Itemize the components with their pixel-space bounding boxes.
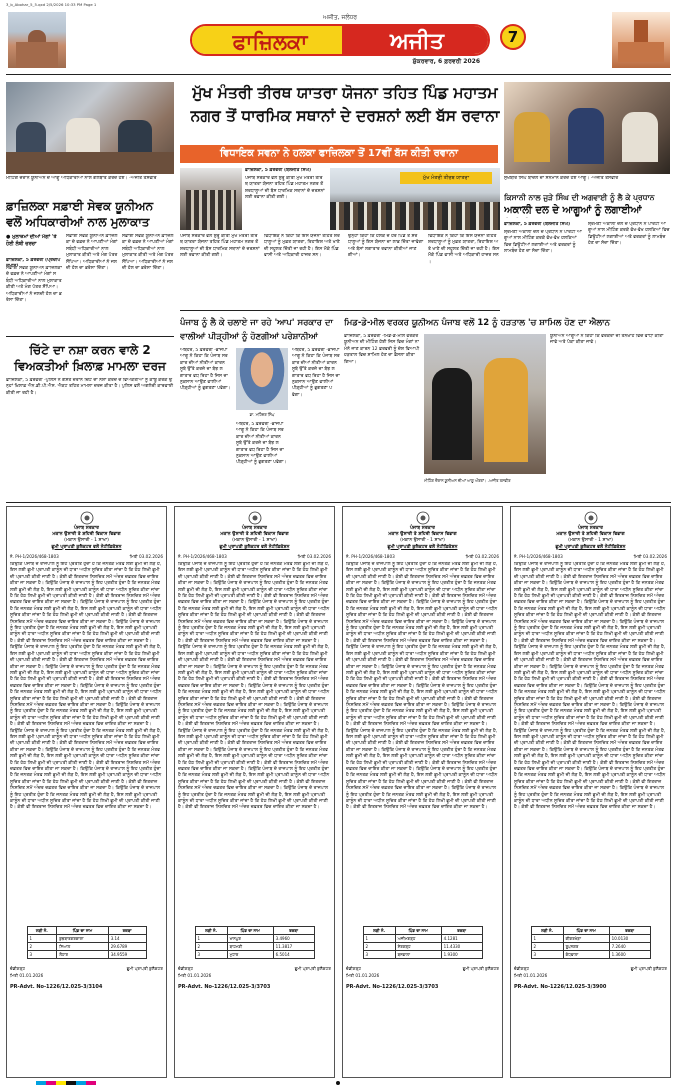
- table-cell: 3: [363, 951, 395, 959]
- table-cell: 3.4960: [273, 935, 314, 943]
- notice-header-1: ਪੰਜਾਬ ਸਰਕਾਰ: [242, 526, 267, 531]
- notice-body: ਕਿਉਂਕਿ ਪੰਜਾਬ ਦੇ ਰਾਜਪਾਲ ਨੂੰ ਇਹ ਪ੍ਰਤੀਤ ਹੁੰਦਾ ਹੈ ਕਿ ਜਨਤਕ ਮੰਤਵ ਲਈ ਭੂਮੀ ਦੀ ਲੋੜ ਹੈ, ਇਸ ਲਈ ਭੂਮੀ ਪ੍ਰਾਪਤੀ ਕਾਨੂੰਨ ਦੀ ਧਾਰਾ ਅਧੀਨ ਸੂਚਿਤ ਕੀਤਾ ਜਾਂਦਾ ਹੈ ਕਿ ਹੇਠ ਲਿਖੀ ਭੂਮੀ ਦੀ ਪ੍ਰਾਪਤੀ ਕੀਤੀ ਜਾਣੀ ਹੈ। ਕੋਈ ਵੀ ਇਤਰਾਜ਼ ਨਿਸ਼ਚਿਤ ਸਮੇਂ ਅੰਦਰ ਦਫ਼ਤਰ ਵਿਚ ਦਾਇਰ ਕੀਤਾ ਜਾ ਸਕਦਾ ਹੈ। ਕਿਉਂਕਿ ਪੰਜਾਬ ਦੇ ਰਾਜਪਾਲ ਨੂੰ ਇਹ ਪ੍ਰਤੀਤ ਹੁੰਦਾ ਹੈ ਕਿ ਜਨਤਕ ਮੰਤਵ ਲਈ ਭੂਮੀ ਦੀ ਲੋੜ ਹੈ, ਇਸ ਲਈ ਭੂਮੀ ਪ੍ਰਾਪਤੀ ਕਾਨੂੰਨ ਦੀ ਧਾਰਾ ਅਧੀਨ ਸੂਚਿਤ ਕੀਤਾ ਜਾਂਦਾ ਹੈ ਕਿ ਹੇਠ ਲਿਖੀ ਭੂਮੀ ਦੀ ਪ੍ਰਾਪਤੀ ਕੀਤੀ ਜਾਣੀ ਹੈ। ਕੋਈ ਵੀ ਇਤਰਾਜ਼ ਨਿਸ਼ਚਿਤ ਸਮੇਂ ਅੰਦਰ ਦਫ਼ਤਰ ਵਿਚ ਦਾਇਰ ਕੀਤਾ ਜਾ ਸਕਦਾ ਹੈ। ਕਿਉਂਕਿ ਪੰਜਾਬ ਦੇ ਰਾਜਪਾਲ ਨੂੰ ਇਹ ਪ੍ਰਤੀਤ ਹੁੰਦਾ ਹੈ ਕਿ ਜਨਤਕ ਮੰਤਵ ਲਈ ਭੂਮੀ ਦੀ ਲੋੜ ਹੈ, ਇਸ ਲਈ ਭੂਮੀ ਪ੍ਰਾਪਤੀ ਕਾਨੂੰਨ ਦੀ ਧਾਰਾ ਅਧੀਨ ਸੂਚਿਤ ਕੀਤਾ ਜਾਂਦਾ ਹੈ ਕਿ ਹੇਠ ਲਿਖੀ ਭੂਮੀ ਦੀ ਪ੍ਰਾਪਤੀ ਕੀਤੀ ਜਾਣੀ ਹੈ। ਕੋਈ ਵੀ ਇਤਰਾਜ਼ ਨਿਸ਼ਚਿਤ ਸਮੇਂ ਅੰਦਰ ਦਫ਼ਤਰ ਵਿਚ ਦਾਇਰ ਕੀਤਾ ਜਾ ਸਕਦਾ ਹੈ। ਕਿਉਂਕਿ ਪੰਜਾਬ ਦੇ ਰਾਜਪਾਲ ਨੂੰ ਇਹ ਪ੍ਰਤੀਤ ਹੁੰਦਾ ਹੈ ਕਿ ਜਨਤਕ ਮੰਤਵ ਲਈ ਭੂਮੀ ਦੀ ਲੋੜ ਹੈ, ਇਸ ਲਈ ਭੂਮੀ ਪ੍ਰਾਪਤੀ ਕਾਨੂੰਨ ਦੀ ਧਾਰਾ ਅਧੀਨ ਸੂਚਿਤ ਕੀਤਾ ਜਾਂਦਾ ਹੈ ਕਿ ਹੇਠ ਲਿਖੀ ਭੂਮੀ ਦੀ ਪ੍ਰਾਪਤੀ ਕੀਤੀ ਜਾਣੀ ਹੈ। ਕੋਈ ਵੀ ਇਤਰਾਜ਼ ਨਿਸ਼ਚਿਤ ਸਮੇਂ ਅੰਦਰ ਦਫ਼ਤਰ ਵਿਚ ਦਾਇਰ ਕੀਤਾ ਜਾ ਸਕਦਾ ਹੈ। ਕਿਉਂਕਿ ਪੰਜਾਬ ਦੇ ਰਾਜਪਾਲ ਨੂੰ ਇਹ ਪ੍ਰਤੀਤ ਹੁੰਦਾ ਹੈ ਕਿ ਜਨਤਕ ਮੰਤਵ ਲਈ ਭੂਮੀ ਦੀ ਲੋੜ ਹੈ, ਇਸ ਲਈ ਭੂਮੀ ਪ੍ਰਾਪਤੀ ਕਾਨੂੰਨ ਦੀ ਧਾਰਾ ਅਧੀਨ ਸੂਚਿਤ ਕੀਤਾ ਜਾਂਦਾ ਹੈ ਕਿ ਹੇਠ ਲਿਖੀ ਭੂਮੀ ਦੀ ਪ੍ਰਾਪਤੀ ਕੀਤੀ ਜਾਣੀ ਹੈ। ਕੋਈ ਵੀ ਇਤਰਾਜ਼ ਨਿਸ਼ਚਿਤ ਸਮੇਂ ਅੰਦਰ ਦਫ਼ਤਰ ਵਿਚ ਦਾਇਰ ਕੀਤਾ ਜਾ ਸਕਦਾ ਹੈ। ਕਿਉਂਕਿ ਪੰਜਾਬ ਦੇ ਰਾਜਪਾਲ ਨੂੰ ਇਹ ਪ੍ਰਤੀਤ ਹੁੰਦਾ ਹੈ ਕਿ ਜਨਤਕ ਮੰਤਵ ਲਈ ਭੂਮੀ ਦੀ ਲੋੜ ਹੈ, ਇਸ ਲਈ ਭੂਮੀ ਪ੍ਰਾਪਤੀ ਕਾਨੂੰਨ ਦੀ ਧਾਰਾ ਅਧੀਨ ਸੂਚਿਤ ਕੀਤਾ ਜਾਂਦਾ ਹੈ ਕਿ ਹੇਠ ਲਿਖੀ ਭੂਮੀ ਦੀ ਪ੍ਰਾਪਤੀ ਕੀਤੀ ਜਾਣੀ ਹੈ। ਕੋਈ ਵੀ ਇਤਰਾਜ਼ ਨਿਸ਼ਚਿਤ ਸਮੇਂ ਅੰਦਰ ਦਫ਼ਤਰ ਵਿਚ ਦਾਇਰ ਕੀਤਾ ਜਾ ਸਕਦਾ ਹੈ। ਕਿਉਂਕਿ ਪੰਜਾਬ ਦੇ ਰਾਜਪਾਲ ਨੂੰ ਇਹ ਪ੍ਰਤੀਤ ਹੁੰਦਾ ਹੈ ਕਿ ਜਨਤਕ ਮੰਤਵ ਲਈ ਭੂਮੀ ਦੀ ਲੋੜ ਹੈ, ਇਸ ਲਈ ਭੂਮੀ ਪ੍ਰਾਪਤੀ ਕਾਨੂੰਨ ਦੀ ਧਾਰਾ ਅਧੀਨ ਸੂਚਿਤ ਕੀਤਾ ਜਾਂਦਾ ਹੈ ਕਿ ਹੇਠ ਲਿਖੀ ਭੂਮੀ ਦੀ ਪ੍ਰਾਪਤੀ ਕੀਤੀ ਜਾਣੀ ਹੈ। ਕੋਈ ਵੀ ਇਤਰਾਜ਼ ਨਿਸ਼ਚਿਤ ਸਮੇਂ ਅੰਦਰ ਦਫ਼ਤਰ ਵਿਚ ਦਾਇਰ ਕੀਤਾ ਜਾ ਸਕਦਾ ਹੈ। ਕਿਉਂਕਿ ਪੰਜਾਬ ਦੇ ਰਾਜਪਾਲ ਨੂੰ ਇਹ ਪ੍ਰਤੀਤ ਹੁੰਦਾ ਹੈ ਕਿ ਜਨਤਕ ਮੰਤਵ ਲਈ ਭੂਮੀ ਦੀ ਲੋੜ ਹੈ, ਇਸ ਲਈ ਭੂਮੀ ਪ੍ਰਾਪਤੀ ਕਾਨੂੰਨ ਦੀ ਧਾਰਾ ਅਧੀਨ ਸੂਚਿਤ ਕੀਤਾ ਜਾਂਦਾ ਹੈ ਕਿ ਹੇਠ ਲਿਖੀ ਭੂਮੀ ਦੀ ਪ੍ਰਾਪਤੀ ਕੀਤੀ ਜਾਣੀ ਹੈ। ਕੋਈ ਵੀ ਇਤਰਾਜ਼ ਨਿਸ਼ਚਿਤ ਸਮੇਂ ਅੰਦਰ ਦਫ਼ਤਰ ਵਿਚ ਦਾਇਰ ਕੀਤਾ ਜਾ ਸਕਦਾ ਹੈ। ਕਿਉਂਕਿ ਪੰਜਾਬ ਦੇ ਰਾਜਪਾਲ ਨੂੰ ਇਹ ਪ੍ਰਤੀਤ ਹੁੰਦਾ ਹੈ ਕਿ ਜਨਤਕ ਮੰਤਵ ਲਈ ਭੂਮੀ ਦੀ ਲੋੜ ਹੈ, ਇਸ ਲਈ ਭੂਮੀ ਪ੍ਰਾਪਤੀ ਕਾਨੂੰਨ ਦੀ ਧਾਰਾ ਅਧੀਨ ਸੂਚਿਤ ਕੀਤਾ ਜਾਂਦਾ ਹੈ ਕਿ ਹੇਠ ਲਿਖੀ ਭੂਮੀ ਦੀ ਪ੍ਰਾਪਤੀ ਕੀਤੀ ਜਾਣੀ ਹੈ। ਕੋਈ ਵੀ ਇਤਰਾਜ਼ ਨਿਸ਼ਚਿਤ ਸਮੇਂ ਅੰਦਰ ਦਫ਼ਤਰ ਵਿਚ ਦਾਇਰ ਕੀਤਾ ਜਾ ਸਕਦਾ ਹੈ। ਕਿਉਂਕਿ ਪੰਜਾਬ ਦੇ ਰਾਜਪਾਲ ਨੂੰ ਇਹ ਪ੍ਰਤੀਤ ਹੁੰਦਾ ਹੈ ਕਿ ਜਨਤਕ ਮੰਤਵ ਲਈ ਭੂਮੀ ਦੀ ਲੋੜ ਹੈ, ਇਸ ਲਈ ਭੂਮੀ ਪ੍ਰਾਪਤੀ ਕਾਨੂੰਨ ਦੀ ਧਾਰਾ ਅਧੀਨ ਸੂਚਿਤ ਕੀਤਾ ਜਾਂਦਾ ਹੈ ਕਿ ਹੇਠ ਲਿਖੀ ਭੂਮੀ ਦੀ ਪ੍ਰਾਪਤੀ ਕੀਤੀ ਜਾਣੀ ਹੈ। ਕੋਈ ਵੀ ਇਤਰਾਜ਼ ਨਿਸ਼ਚਿਤ ਸਮੇਂ ਅੰਦਰ ਦਫ਼ਤਰ ਵਿਚ ਦਾਇਰ ਕੀਤਾ ਜਾ ਸਕਦਾ ਹੈ। ਕਿਉਂਕਿ ਪੰਜਾਬ ਦੇ ਰਾਜਪਾਲ ਨੂੰ ਇਹ ਪ੍ਰਤੀਤ ਹੁੰਦਾ ਹੈ ਕਿ ਜਨਤਕ ਮੰਤਵ ਲਈ ਭੂਮੀ ਦੀ ਲੋੜ ਹੈ, ਇਸ ਲਈ ਭੂਮੀ ਪ੍ਰਾਪਤੀ ਕਾਨੂੰਨ ਦੀ ਧਾਰਾ ਅਧੀਨ ਸੂਚਿਤ ਕੀਤਾ ਜਾਂਦਾ ਹੈ ਕਿ ਹੇਠ ਲਿਖੀ ਭੂਮੀ ਦੀ ਪ੍ਰਾਪਤੀ ਕੀਤੀ ਜਾਣੀ ਹੈ। ਕੋਈ ਵੀ ਇਤਰਾਜ਼ ਨਿਸ਼ਚਿਤ ਸਮੇਂ ਅੰਦਰ ਦਫ਼ਤਰ ਵਿਚ ਦਾਇਰ ਕੀਤਾ ਜਾ ਸਕਦਾ ਹੈ। ਕਿਉਂਕਿ ਪੰਜਾਬ ਦੇ ਰਾਜਪਾਲ ਨੂੰ ਇਹ ਪ੍ਰਤੀਤ ਹੁੰਦਾ ਹੈ ਕਿ ਜਨਤਕ ਮੰਤਵ ਲਈ ਭੂਮੀ ਦੀ ਲੋੜ ਹੈ, ਇਸ ਲਈ ਭੂਮੀ ਪ੍ਰਾਪਤੀ ਕਾਨੂੰਨ ਦੀ ਧਾਰਾ ਅਧੀਨ ਸੂਚਿਤ ਕੀਤਾ ਜਾਂਦਾ ਹੈ ਕਿ ਹੇਠ ਲਿਖੀ ਭੂਮੀ ਦੀ ਪ੍ਰਾਪਤੀ ਕੀਤੀ ਜਾਣੀ ਹੈ। ਕੋਈ ਵੀ ਇਤਰਾਜ਼ ਨਿਸ਼ਚਿਤ ਸਮੇਂ ਅੰਦਰ ਦਫ਼ਤਰ ਵਿਚ ਦਾਇਰ ਕੀਤਾ ਜਾ ਸਕਦਾ ਹੈ।: [10, 562, 162, 811]
- bullet-icon: ●: [6, 234, 13, 240]
- notice-sign-date: ਮਿਤੀ 01.01.2026: [178, 973, 212, 978]
- notice-sign-place: ਚੰਡੀਗੜ੍ਹ: [10, 966, 26, 971]
- table-cell: 3: [27, 951, 57, 959]
- akali-body-col2: ਸ਼੍ਰੋਮਣੀ ਅਕਾਲੀ ਦਲ ਦੇ ਪ੍ਰਧਾਨ ਨੇ ਪਾਰਟੀ ਆਗੂਆਂ ਨਾਲ ਮੀਟਿੰਗ ਕਰਕੇ ਵੱਖ-ਵੱਖ ਹਲਕਿਆਂ ਵਿਚ ਡਿਊਟੀਆਂ ਲਗਾਈਆਂ ਅਤੇ ਵਰਕਰਾਂ ਨੂੰ ਲਾਮਬੰਦ ਹੋਣ ਦਾ ਸੱਦਾ ਦਿੱਤਾ।: [588, 222, 670, 247]
- table-cell: 3: [195, 951, 227, 959]
- union-headline-line1: ਫ਼ਾਜ਼ਿਲਕਾ ਸਫ਼ਾਈ ਸੇਵਕ ਯੂਨੀਅਨ: [6, 199, 154, 213]
- notice-advt-number: PR-Advt. No-1226/12.025-3/3900: [514, 984, 607, 990]
- masthead-rule: [6, 74, 671, 75]
- notice-table-header: ਪਿੰਡ ਦਾ ਨਾਮ: [57, 927, 108, 935]
- masthead-banner: [190, 14, 490, 66]
- drugs-body: ਫ਼ਾਜ਼ਿਲਕਾ, 5 ਫ਼ਰਵਰੀ -ਪੁਲਿਸ ਨੇ ਗਸ਼ਤ ਦੌਰਾਨ ਚਿੱਟੇ ਦਾ ਨਸ਼ਾ ਕਰਦੇ ਦੋ ਵਿਅਕਤੀਆਂ ਨੂੰ ਕਾਬੂ ਕਰਕੇ ਉਨ੍ਹਾਂ ਖ਼ਿਲਾਫ਼ ਐਨ.ਡੀ.ਪੀ.ਐਸ. ਐਕਟ ਤਹਿਤ ਮਾਮਲਾ ਦਰਜ ਕੀਤਾ ਹੈ। ਪੁਲਿਸ ਵਲੋਂ ਅਗਲੇਰੀ ਕਾਰਵਾਈ ਕੀਤੀ ਜਾ ਰਹੀ ਹੈ।: [6, 378, 174, 396]
- table-cell: ਮੁਹਾਰ: [227, 951, 273, 959]
- table-row: [531, 943, 650, 951]
- table-cell: 1: [363, 935, 395, 943]
- notice-table-header: ਲੜੀ ਨੰ.: [195, 927, 227, 935]
- lead-bus-photo: [330, 168, 500, 230]
- notice-emblem: [346, 510, 499, 526]
- notice-sign-date: ਮਿਤੀ 01.01.2026: [10, 973, 44, 978]
- table-cell: 34.9559: [108, 951, 146, 959]
- table-row: [195, 935, 314, 943]
- notice-table-header: ਰਕਬਾ: [441, 927, 482, 935]
- notice-sign-date: ਮਿਤੀ 01.01.2026: [514, 973, 548, 978]
- aap-leader-photo: [236, 348, 288, 410]
- table-row: [195, 943, 314, 951]
- emblem-icon: [248, 511, 262, 525]
- emblem-icon: [416, 511, 430, 525]
- notice-sign-name: ਭੂਮੀ ਪ੍ਰਾਪਤੀ ਕੁਲੈਕਟਰ: [294, 966, 331, 971]
- notice-table-header: ਰਕਬਾ: [609, 927, 650, 935]
- notice-header-2: ਮਕਾਨ ਉਸਾਰੀ ਤੇ ਸ਼ਹਿਰੀ ਵਿਕਾਸ ਵਿਭਾਗ: [52, 532, 121, 537]
- union-body-col3: ਸਫ਼ਾਈ ਸੇਵਕ ਯੂਨੀਅਨ ਫ਼ਾਜ਼ਿਲਕਾ ਦੇ ਵਫ਼ਦ ਨੇ ਆਪਣੀਆਂ ਮੰਗਾਂ ਸਬੰਧੀ ਅਧਿਕਾਰੀਆਂ ਨਾਲ ਮੁਲਾਕਾਤ ਕੀਤੀ ਅਤੇ ਮੰਗ ਪੱਤਰ ਸੌਂਪਿਆ। ਅਧਿਕਾਰੀਆਂ ਨੇ ਜਲਦੀ ਹੱਲ ਦਾ ਭਰੋਸਾ ਦਿੱਤਾ।: [122, 234, 174, 272]
- table-row: [363, 935, 482, 943]
- lead-body-col1: ਪੰਜਾਬ ਸਰਕਾਰ ਵਲੋਂ ਸ਼ੁਰੂ ਕੀਤੀ ਮੁੱਖ ਮੰਤਰੀ ਤੀਰਥ ਯਾਤਰਾ ਯੋਜਨਾ ਤਹਿਤ ਪਿੰਡ ਮਹਾਤਮ ਨਗਰ ਤੋਂ ਸ਼ਰਧਾਲੂਆਂ ਦੀ ਬੱਸ ਧਾਰਮਿਕ ਸਥਾਨਾਂ ਦੇ ਦਰਸ਼ਨਾਂ ਲਈ ਰਵਾਨਾ ਕੀਤੀ ਗਈ।: [180, 234, 260, 259]
- table-cell: 2: [195, 943, 227, 951]
- emblem-icon: [584, 511, 598, 525]
- union-photo-caption: ਮੀਟਿੰਗ ਦੌਰਾਨ ਯੂਨੀਅਨ ਦੇ ਆਗੂ ਅਧਿਕਾਰੀਆਂ ਨਾਲ ਗੱਲਬਾਤ ਕਰਦੇ ਹੋਏ। -ਅਜੀਤ ਤਸਵੀਰ: [6, 176, 157, 181]
- aap-body-col2: ਅਬੋਹਰ, 5 ਫ਼ਰਵਰੀ -ਭਾਜਪਾ ਆਗੂ ਨੇ ਕਿਹਾ ਕਿ ਪੰਜਾਬ ਸਰਕਾਰ ਦੀਆਂ ਨੀਤੀਆਂ ਕਾਰਨ ਸੂਬੇ ਉੱਤੇ ਕਰਜ਼ੇ ਦਾ ਬੋਝ ਲਗਾਤਾਰ ਵਧ ਰਿਹਾ ਹੈ ਜਿਸ ਦਾ ਨੁਕਸਾਨ ਆਉਣ ਵਾਲੀਆਂ ਪੀੜ੍ਹੀਆਂ ਨੂੰ ਭੁਗਤਣਾ ਪਵੇਗਾ।: [236, 422, 287, 466]
- notice-emblem: [514, 510, 667, 526]
- table-cell: ਸਿਆਲ: [57, 943, 108, 951]
- masthead-right-illustration: [612, 12, 670, 68]
- page-number: 7: [500, 24, 526, 50]
- aap-headline-line2: ਵਾਲੀਆਂ ਪੀੜ੍ਹੀਆਂ ਨੂੰ ਹੋਣਗੀਆਂ ਪਰੇਸ਼ਾਨੀਆਂ: [180, 332, 318, 342]
- table-cell: 4.1281: [441, 935, 482, 943]
- table-row: [27, 935, 146, 943]
- emblem-icon: [80, 511, 94, 525]
- drugs-headline-line1: ਚਿੱਟੇ ਦਾ ਨਸ਼ਾ ਕਰਨ ਵਾਲੇ 2: [29, 343, 151, 357]
- notice-title: ਭੂਮੀ ਪ੍ਰਾਪਤੀ ਕੁਲੈਕਟਰ ਵਲੋਂ ਨੋਟੀਫ਼ਿਕੇਸ਼ਨ: [555, 545, 626, 550]
- notice-header-1: ਪੰਜਾਬ ਸਰਕਾਰ: [74, 526, 99, 531]
- union-meeting-photo: [6, 82, 174, 174]
- notice-ref: ਨੰ. PH-1/2026/468-1803: [178, 554, 227, 559]
- notice-table-header: ਲੜੀ ਨੰ.: [531, 927, 563, 935]
- table-cell: 1: [195, 935, 227, 943]
- print-slug: 3_b_Abohar_5_5.qxd 2/5/2026 10:33 PM Page 1: [6, 2, 97, 7]
- midday-body-col2: ਯੂਨੀਅਨ ਆਗੂਆਂ ਨੇ ਕਿਹਾ ਕਿ ਵਰਕਰਾਂ ਦੀ ਤਨਖ਼ਾਹ ਵਿਚ ਵਾਧਾ ਕੀਤਾ ਜਾਵੇ ਅਤੇ ਪੱਕਾ ਕੀਤਾ ਜਾਵੇ।: [550, 334, 664, 346]
- midday-body-col1: ਫ਼ਾਜ਼ਿਲਕਾ, 5 ਫ਼ਰਵਰੀ -ਮਿਡ-ਡੇ-ਮੀਲ ਵਰਕਰ ਯੂਨੀਅਨ ਦੀ ਮੀਟਿੰਗ ਹੋਈ ਜਿਸ ਵਿਚ ਮੰਗਾਂ ਨਾ ਮੰਨੇ ਜਾਣ ਕਾਰਨ 12 ਫ਼ਰਵਰੀ ਨੂੰ ਦੇਸ਼ ਵਿਆਪੀ ਹੜਤਾਲ ਵਿਚ ਸ਼ਾਮਿਲ ਹੋਣ ਦਾ ਫ਼ੈਸਲਾ ਕੀਤਾ ਗਿਆ।: [344, 334, 420, 365]
- table-cell: ਬਾਹਮਣੀ: [227, 943, 273, 951]
- table-row: [27, 943, 146, 951]
- masthead-top-label: ਅਜੀਤ, ਜਲੰਧਰ: [322, 14, 357, 21]
- table-cell: 1: [27, 935, 57, 943]
- aap-headline-line1: ਪੰਜਾਬ ਨੂੰ ਲੈ ਕੇ ਚਲਾਏ ਜਾ ਰਹੇ 'ਆਪ' ਸਰਕਾਰ ਦਾ: [180, 318, 333, 328]
- notice-table: [363, 926, 483, 959]
- aap-body-col3: ਅਬੋਹਰ, 5 ਫ਼ਰਵਰੀ -ਭਾਜਪਾ ਆਗੂ ਨੇ ਕਿਹਾ ਕਿ ਪੰਜਾਬ ਸਰਕਾਰ ਦੀਆਂ ਨੀਤੀਆਂ ਕਾਰਨ ਸੂਬੇ ਉੱਤੇ ਕਰਜ਼ੇ ਦਾ ਬੋਝ ਲਗਾਤਾਰ ਵਧ ਰਿਹਾ ਹੈ ਜਿਸ ਦਾ ਨੁਕਸਾਨ ਆਉਣ ਵਾਲੀਆਂ ਪੀੜ੍ਹੀਆਂ ਨੂੰ ਭੁਗਤਣਾ ਪਵੇਗਾ।: [292, 348, 340, 398]
- table-cell: 29.6789: [108, 943, 146, 951]
- aap-photo-caption: ਡਾ. ਮਹਿੰਦਰ ਸਿੰਘ: [249, 412, 275, 417]
- table-cell: 1: [531, 935, 563, 943]
- union-bullet: [6, 234, 62, 256]
- table-cell: 11.4330: [441, 943, 482, 951]
- table-cell: 11.3817: [273, 943, 314, 951]
- lead-crowd-photo: [180, 168, 242, 230]
- notice-header-1: ਪੰਜਾਬ ਸਰਕਾਰ: [578, 526, 603, 531]
- notice-table-header: ਲੜੀ ਨੰ.: [27, 927, 57, 935]
- table-row: [531, 935, 650, 943]
- table-cell: ਰੂਪਨਗਰ: [563, 943, 609, 951]
- aap-body-col1: ਅਬੋਹਰ, 5 ਫ਼ਰਵਰੀ -ਭਾਜਪਾ ਆਗੂ ਨੇ ਕਿਹਾ ਕਿ ਪੰਜਾਬ ਸਰਕਾਰ ਦੀਆਂ ਨੀਤੀਆਂ ਕਾਰਨ ਸੂਬੇ ਉੱਤੇ ਕਰਜ਼ੇ ਦਾ ਬੋਝ ਲਗਾਤਾਰ ਵਧ ਰਿਹਾ ਹੈ ਜਿਸ ਦਾ ਨੁਕਸਾਨ ਆਉਣ ਵਾਲੀਆਂ ਪੀੜ੍ਹੀਆਂ ਨੂੰ ਭੁਗਤਣਾ ਪਵੇਗਾ।: [180, 348, 231, 392]
- notice-sign-place: ਚੰਡੀਗੜ੍ਹ: [514, 966, 530, 971]
- masthead: [0, 10, 677, 72]
- notice-body: ਕਿਉਂਕਿ ਪੰਜਾਬ ਦੇ ਰਾਜਪਾਲ ਨੂੰ ਇਹ ਪ੍ਰਤੀਤ ਹੁੰਦਾ ਹੈ ਕਿ ਜਨਤਕ ਮੰਤਵ ਲਈ ਭੂਮੀ ਦੀ ਲੋੜ ਹੈ, ਇਸ ਲਈ ਭੂਮੀ ਪ੍ਰਾਪਤੀ ਕਾਨੂੰਨ ਦੀ ਧਾਰਾ ਅਧੀਨ ਸੂਚਿਤ ਕੀਤਾ ਜਾਂਦਾ ਹੈ ਕਿ ਹੇਠ ਲਿਖੀ ਭੂਮੀ ਦੀ ਪ੍ਰਾਪਤੀ ਕੀਤੀ ਜਾਣੀ ਹੈ। ਕੋਈ ਵੀ ਇਤਰਾਜ਼ ਨਿਸ਼ਚਿਤ ਸਮੇਂ ਅੰਦਰ ਦਫ਼ਤਰ ਵਿਚ ਦਾਇਰ ਕੀਤਾ ਜਾ ਸਕਦਾ ਹੈ। ਕਿਉਂਕਿ ਪੰਜਾਬ ਦੇ ਰਾਜਪਾਲ ਨੂੰ ਇਹ ਪ੍ਰਤੀਤ ਹੁੰਦਾ ਹੈ ਕਿ ਜਨਤਕ ਮੰਤਵ ਲਈ ਭੂਮੀ ਦੀ ਲੋੜ ਹੈ, ਇਸ ਲਈ ਭੂਮੀ ਪ੍ਰਾਪਤੀ ਕਾਨੂੰਨ ਦੀ ਧਾਰਾ ਅਧੀਨ ਸੂਚਿਤ ਕੀਤਾ ਜਾਂਦਾ ਹੈ ਕਿ ਹੇਠ ਲਿਖੀ ਭੂਮੀ ਦੀ ਪ੍ਰਾਪਤੀ ਕੀਤੀ ਜਾਣੀ ਹੈ। ਕੋਈ ਵੀ ਇਤਰਾਜ਼ ਨਿਸ਼ਚਿਤ ਸਮੇਂ ਅੰਦਰ ਦਫ਼ਤਰ ਵਿਚ ਦਾਇਰ ਕੀਤਾ ਜਾ ਸਕਦਾ ਹੈ। ਕਿਉਂਕਿ ਪੰਜਾਬ ਦੇ ਰਾਜਪਾਲ ਨੂੰ ਇਹ ਪ੍ਰਤੀਤ ਹੁੰਦਾ ਹੈ ਕਿ ਜਨਤਕ ਮੰਤਵ ਲਈ ਭੂਮੀ ਦੀ ਲੋੜ ਹੈ, ਇਸ ਲਈ ਭੂਮੀ ਪ੍ਰਾਪਤੀ ਕਾਨੂੰਨ ਦੀ ਧਾਰਾ ਅਧੀਨ ਸੂਚਿਤ ਕੀਤਾ ਜਾਂਦਾ ਹੈ ਕਿ ਹੇਠ ਲਿਖੀ ਭੂਮੀ ਦੀ ਪ੍ਰਾਪਤੀ ਕੀਤੀ ਜਾਣੀ ਹੈ। ਕੋਈ ਵੀ ਇਤਰਾਜ਼ ਨਿਸ਼ਚਿਤ ਸਮੇਂ ਅੰਦਰ ਦਫ਼ਤਰ ਵਿਚ ਦਾਇਰ ਕੀਤਾ ਜਾ ਸਕਦਾ ਹੈ। ਕਿਉਂਕਿ ਪੰਜਾਬ ਦੇ ਰਾਜਪਾਲ ਨੂੰ ਇਹ ਪ੍ਰਤੀਤ ਹੁੰਦਾ ਹੈ ਕਿ ਜਨਤਕ ਮੰਤਵ ਲਈ ਭੂਮੀ ਦੀ ਲੋੜ ਹੈ, ਇਸ ਲਈ ਭੂਮੀ ਪ੍ਰਾਪਤੀ ਕਾਨੂੰਨ ਦੀ ਧਾਰਾ ਅਧੀਨ ਸੂਚਿਤ ਕੀਤਾ ਜਾਂਦਾ ਹੈ ਕਿ ਹੇਠ ਲਿਖੀ ਭੂਮੀ ਦੀ ਪ੍ਰਾਪਤੀ ਕੀਤੀ ਜਾਣੀ ਹੈ। ਕੋਈ ਵੀ ਇਤਰਾਜ਼ ਨਿਸ਼ਚਿਤ ਸਮੇਂ ਅੰਦਰ ਦਫ਼ਤਰ ਵਿਚ ਦਾਇਰ ਕੀਤਾ ਜਾ ਸਕਦਾ ਹੈ। ਕਿਉਂਕਿ ਪੰਜਾਬ ਦੇ ਰਾਜਪਾਲ ਨੂੰ ਇਹ ਪ੍ਰਤੀਤ ਹੁੰਦਾ ਹੈ ਕਿ ਜਨਤਕ ਮੰਤਵ ਲਈ ਭੂਮੀ ਦੀ ਲੋੜ ਹੈ, ਇਸ ਲਈ ਭੂਮੀ ਪ੍ਰਾਪਤੀ ਕਾਨੂੰਨ ਦੀ ਧਾਰਾ ਅਧੀਨ ਸੂਚਿਤ ਕੀਤਾ ਜਾਂਦਾ ਹੈ ਕਿ ਹੇਠ ਲਿਖੀ ਭੂਮੀ ਦੀ ਪ੍ਰਾਪਤੀ ਕੀਤੀ ਜਾਣੀ ਹੈ। ਕੋਈ ਵੀ ਇਤਰਾਜ਼ ਨਿਸ਼ਚਿਤ ਸਮੇਂ ਅੰਦਰ ਦਫ਼ਤਰ ਵਿਚ ਦਾਇਰ ਕੀਤਾ ਜਾ ਸਕਦਾ ਹੈ। ਕਿਉਂਕਿ ਪੰਜਾਬ ਦੇ ਰਾਜਪਾਲ ਨੂੰ ਇਹ ਪ੍ਰਤੀਤ ਹੁੰਦਾ ਹੈ ਕਿ ਜਨਤਕ ਮੰਤਵ ਲਈ ਭੂਮੀ ਦੀ ਲੋੜ ਹੈ, ਇਸ ਲਈ ਭੂਮੀ ਪ੍ਰਾਪਤੀ ਕਾਨੂੰਨ ਦੀ ਧਾਰਾ ਅਧੀਨ ਸੂਚਿਤ ਕੀਤਾ ਜਾਂਦਾ ਹੈ ਕਿ ਹੇਠ ਲਿਖੀ ਭੂਮੀ ਦੀ ਪ੍ਰਾਪਤੀ ਕੀਤੀ ਜਾਣੀ ਹੈ। ਕੋਈ ਵੀ ਇਤਰਾਜ਼ ਨਿਸ਼ਚਿਤ ਸਮੇਂ ਅੰਦਰ ਦਫ਼ਤਰ ਵਿਚ ਦਾਇਰ ਕੀਤਾ ਜਾ ਸਕਦਾ ਹੈ। ਕਿਉਂਕਿ ਪੰਜਾਬ ਦੇ ਰਾਜਪਾਲ ਨੂੰ ਇਹ ਪ੍ਰਤੀਤ ਹੁੰਦਾ ਹੈ ਕਿ ਜਨਤਕ ਮੰਤਵ ਲਈ ਭੂਮੀ ਦੀ ਲੋੜ ਹੈ, ਇਸ ਲਈ ਭੂਮੀ ਪ੍ਰਾਪਤੀ ਕਾਨੂੰਨ ਦੀ ਧਾਰਾ ਅਧੀਨ ਸੂਚਿਤ ਕੀਤਾ ਜਾਂਦਾ ਹੈ ਕਿ ਹੇਠ ਲਿਖੀ ਭੂਮੀ ਦੀ ਪ੍ਰਾਪਤੀ ਕੀਤੀ ਜਾਣੀ ਹੈ। ਕੋਈ ਵੀ ਇਤਰਾਜ਼ ਨਿਸ਼ਚਿਤ ਸਮੇਂ ਅੰਦਰ ਦਫ਼ਤਰ ਵਿਚ ਦਾਇਰ ਕੀਤਾ ਜਾ ਸਕਦਾ ਹੈ। ਕਿਉਂਕਿ ਪੰਜਾਬ ਦੇ ਰਾਜਪਾਲ ਨੂੰ ਇਹ ਪ੍ਰਤੀਤ ਹੁੰਦਾ ਹੈ ਕਿ ਜਨਤਕ ਮੰਤਵ ਲਈ ਭੂਮੀ ਦੀ ਲੋੜ ਹੈ, ਇਸ ਲਈ ਭੂਮੀ ਪ੍ਰਾਪਤੀ ਕਾਨੂੰਨ ਦੀ ਧਾਰਾ ਅਧੀਨ ਸੂਚਿਤ ਕੀਤਾ ਜਾਂਦਾ ਹੈ ਕਿ ਹੇਠ ਲਿਖੀ ਭੂਮੀ ਦੀ ਪ੍ਰਾਪਤੀ ਕੀਤੀ ਜਾਣੀ ਹੈ। ਕੋਈ ਵੀ ਇਤਰਾਜ਼ ਨਿਸ਼ਚਿਤ ਸਮੇਂ ਅੰਦਰ ਦਫ਼ਤਰ ਵਿਚ ਦਾਇਰ ਕੀਤਾ ਜਾ ਸਕਦਾ ਹੈ। ਕਿਉਂਕਿ ਪੰਜਾਬ ਦੇ ਰਾਜਪਾਲ ਨੂੰ ਇਹ ਪ੍ਰਤੀਤ ਹੁੰਦਾ ਹੈ ਕਿ ਜਨਤਕ ਮੰਤਵ ਲਈ ਭੂਮੀ ਦੀ ਲੋੜ ਹੈ, ਇਸ ਲਈ ਭੂਮੀ ਪ੍ਰਾਪਤੀ ਕਾਨੂੰਨ ਦੀ ਧਾਰਾ ਅਧੀਨ ਸੂਚਿਤ ਕੀਤਾ ਜਾਂਦਾ ਹੈ ਕਿ ਹੇਠ ਲਿਖੀ ਭੂਮੀ ਦੀ ਪ੍ਰਾਪਤੀ ਕੀਤੀ ਜਾਣੀ ਹੈ। ਕੋਈ ਵੀ ਇਤਰਾਜ਼ ਨਿਸ਼ਚਿਤ ਸਮੇਂ ਅੰਦਰ ਦਫ਼ਤਰ ਵਿਚ ਦਾਇਰ ਕੀਤਾ ਜਾ ਸਕਦਾ ਹੈ। ਕਿਉਂਕਿ ਪੰਜਾਬ ਦੇ ਰਾਜਪਾਲ ਨੂੰ ਇਹ ਪ੍ਰਤੀਤ ਹੁੰਦਾ ਹੈ ਕਿ ਜਨਤਕ ਮੰਤਵ ਲਈ ਭੂਮੀ ਦੀ ਲੋੜ ਹੈ, ਇਸ ਲਈ ਭੂਮੀ ਪ੍ਰਾਪਤੀ ਕਾਨੂੰਨ ਦੀ ਧਾਰਾ ਅਧੀਨ ਸੂਚਿਤ ਕੀਤਾ ਜਾਂਦਾ ਹੈ ਕਿ ਹੇਠ ਲਿਖੀ ਭੂਮੀ ਦੀ ਪ੍ਰਾਪਤੀ ਕੀਤੀ ਜਾਣੀ ਹੈ। ਕੋਈ ਵੀ ਇਤਰਾਜ਼ ਨਿਸ਼ਚਿਤ ਸਮੇਂ ਅੰਦਰ ਦਫ਼ਤਰ ਵਿਚ ਦਾਇਰ ਕੀਤਾ ਜਾ ਸਕਦਾ ਹੈ। ਕਿਉਂਕਿ ਪੰਜਾਬ ਦੇ ਰਾਜਪਾਲ ਨੂੰ ਇਹ ਪ੍ਰਤੀਤ ਹੁੰਦਾ ਹੈ ਕਿ ਜਨਤਕ ਮੰਤਵ ਲਈ ਭੂਮੀ ਦੀ ਲੋੜ ਹੈ, ਇਸ ਲਈ ਭੂਮੀ ਪ੍ਰਾਪਤੀ ਕਾਨੂੰਨ ਦੀ ਧਾਰਾ ਅਧੀਨ ਸੂਚਿਤ ਕੀਤਾ ਜਾਂਦਾ ਹੈ ਕਿ ਹੇਠ ਲਿਖੀ ਭੂਮੀ ਦੀ ਪ੍ਰਾਪਤੀ ਕੀਤੀ ਜਾਣੀ ਹੈ। ਕੋਈ ਵੀ ਇਤਰਾਜ਼ ਨਿਸ਼ਚਿਤ ਸਮੇਂ ਅੰਦਰ ਦਫ਼ਤਰ ਵਿਚ ਦਾਇਰ ਕੀਤਾ ਜਾ ਸਕਦਾ ਹੈ। ਕਿਉਂਕਿ ਪੰਜਾਬ ਦੇ ਰਾਜਪਾਲ ਨੂੰ ਇਹ ਪ੍ਰਤੀਤ ਹੁੰਦਾ ਹੈ ਕਿ ਜਨਤਕ ਮੰਤਵ ਲਈ ਭੂਮੀ ਦੀ ਲੋੜ ਹੈ, ਇਸ ਲਈ ਭੂਮੀ ਪ੍ਰਾਪਤੀ ਕਾਨੂੰਨ ਦੀ ਧਾਰਾ ਅਧੀਨ ਸੂਚਿਤ ਕੀਤਾ ਜਾਂਦਾ ਹੈ ਕਿ ਹੇਠ ਲਿਖੀ ਭੂਮੀ ਦੀ ਪ੍ਰਾਪਤੀ ਕੀਤੀ ਜਾਣੀ ਹੈ। ਕੋਈ ਵੀ ਇਤਰਾਜ਼ ਨਿਸ਼ਚਿਤ ਸਮੇਂ ਅੰਦਰ ਦਫ਼ਤਰ ਵਿਚ ਦਾਇਰ ਕੀਤਾ ਜਾ ਸਕਦਾ ਹੈ।: [346, 562, 498, 811]
- table-cell: ਅਜ਼ੀਮਗੜ੍ਹ: [395, 935, 441, 943]
- table-row: [363, 943, 482, 951]
- table-cell: ਬਨਵਾਲਾ: [395, 951, 441, 959]
- notice-emblem: [178, 510, 331, 526]
- notice-sign-name: ਭੂਮੀ ਪ੍ਰਾਪਤੀ ਕੁਲੈਕਟਰ: [630, 966, 667, 971]
- masthead-date: ਸ਼ੁੱਕਰਵਾਰ, 6 ਫ਼ਰਵਰੀ 2026: [412, 58, 480, 65]
- notice-body: ਕਿਉਂਕਿ ਪੰਜਾਬ ਦੇ ਰਾਜਪਾਲ ਨੂੰ ਇਹ ਪ੍ਰਤੀਤ ਹੁੰਦਾ ਹੈ ਕਿ ਜਨਤਕ ਮੰਤਵ ਲਈ ਭੂਮੀ ਦੀ ਲੋੜ ਹੈ, ਇਸ ਲਈ ਭੂਮੀ ਪ੍ਰਾਪਤੀ ਕਾਨੂੰਨ ਦੀ ਧਾਰਾ ਅਧੀਨ ਸੂਚਿਤ ਕੀਤਾ ਜਾਂਦਾ ਹੈ ਕਿ ਹੇਠ ਲਿਖੀ ਭੂਮੀ ਦੀ ਪ੍ਰਾਪਤੀ ਕੀਤੀ ਜਾਣੀ ਹੈ। ਕੋਈ ਵੀ ਇਤਰਾਜ਼ ਨਿਸ਼ਚਿਤ ਸਮੇਂ ਅੰਦਰ ਦਫ਼ਤਰ ਵਿਚ ਦਾਇਰ ਕੀਤਾ ਜਾ ਸਕਦਾ ਹੈ। ਕਿਉਂਕਿ ਪੰਜਾਬ ਦੇ ਰਾਜਪਾਲ ਨੂੰ ਇਹ ਪ੍ਰਤੀਤ ਹੁੰਦਾ ਹੈ ਕਿ ਜਨਤਕ ਮੰਤਵ ਲਈ ਭੂਮੀ ਦੀ ਲੋੜ ਹੈ, ਇਸ ਲਈ ਭੂਮੀ ਪ੍ਰਾਪਤੀ ਕਾਨੂੰਨ ਦੀ ਧਾਰਾ ਅਧੀਨ ਸੂਚਿਤ ਕੀਤਾ ਜਾਂਦਾ ਹੈ ਕਿ ਹੇਠ ਲਿਖੀ ਭੂਮੀ ਦੀ ਪ੍ਰਾਪਤੀ ਕੀਤੀ ਜਾਣੀ ਹੈ। ਕੋਈ ਵੀ ਇਤਰਾਜ਼ ਨਿਸ਼ਚਿਤ ਸਮੇਂ ਅੰਦਰ ਦਫ਼ਤਰ ਵਿਚ ਦਾਇਰ ਕੀਤਾ ਜਾ ਸਕਦਾ ਹੈ। ਕਿਉਂਕਿ ਪੰਜਾਬ ਦੇ ਰਾਜਪਾਲ ਨੂੰ ਇਹ ਪ੍ਰਤੀਤ ਹੁੰਦਾ ਹੈ ਕਿ ਜਨਤਕ ਮੰਤਵ ਲਈ ਭੂਮੀ ਦੀ ਲੋੜ ਹੈ, ਇਸ ਲਈ ਭੂਮੀ ਪ੍ਰਾਪਤੀ ਕਾਨੂੰਨ ਦੀ ਧਾਰਾ ਅਧੀਨ ਸੂਚਿਤ ਕੀਤਾ ਜਾਂਦਾ ਹੈ ਕਿ ਹੇਠ ਲਿਖੀ ਭੂਮੀ ਦੀ ਪ੍ਰਾਪਤੀ ਕੀਤੀ ਜਾਣੀ ਹੈ। ਕੋਈ ਵੀ ਇਤਰਾਜ਼ ਨਿਸ਼ਚਿਤ ਸਮੇਂ ਅੰਦਰ ਦਫ਼ਤਰ ਵਿਚ ਦਾਇਰ ਕੀਤਾ ਜਾ ਸਕਦਾ ਹੈ। ਕਿਉਂਕਿ ਪੰਜਾਬ ਦੇ ਰਾਜਪਾਲ ਨੂੰ ਇਹ ਪ੍ਰਤੀਤ ਹੁੰਦਾ ਹੈ ਕਿ ਜਨਤਕ ਮੰਤਵ ਲਈ ਭੂਮੀ ਦੀ ਲੋੜ ਹੈ, ਇਸ ਲਈ ਭੂਮੀ ਪ੍ਰਾਪਤੀ ਕਾਨੂੰਨ ਦੀ ਧਾਰਾ ਅਧੀਨ ਸੂਚਿਤ ਕੀਤਾ ਜਾਂਦਾ ਹੈ ਕਿ ਹੇਠ ਲਿਖੀ ਭੂਮੀ ਦੀ ਪ੍ਰਾਪਤੀ ਕੀਤੀ ਜਾਣੀ ਹੈ। ਕੋਈ ਵੀ ਇਤਰਾਜ਼ ਨਿਸ਼ਚਿਤ ਸਮੇਂ ਅੰਦਰ ਦਫ਼ਤਰ ਵਿਚ ਦਾਇਰ ਕੀਤਾ ਜਾ ਸਕਦਾ ਹੈ। ਕਿਉਂਕਿ ਪੰਜਾਬ ਦੇ ਰਾਜਪਾਲ ਨੂੰ ਇਹ ਪ੍ਰਤੀਤ ਹੁੰਦਾ ਹੈ ਕਿ ਜਨਤਕ ਮੰਤਵ ਲਈ ਭੂਮੀ ਦੀ ਲੋੜ ਹੈ, ਇਸ ਲਈ ਭੂਮੀ ਪ੍ਰਾਪਤੀ ਕਾਨੂੰਨ ਦੀ ਧਾਰਾ ਅਧੀਨ ਸੂਚਿਤ ਕੀਤਾ ਜਾਂਦਾ ਹੈ ਕਿ ਹੇਠ ਲਿਖੀ ਭੂਮੀ ਦੀ ਪ੍ਰਾਪਤੀ ਕੀਤੀ ਜਾਣੀ ਹੈ। ਕੋਈ ਵੀ ਇਤਰਾਜ਼ ਨਿਸ਼ਚਿਤ ਸਮੇਂ ਅੰਦਰ ਦਫ਼ਤਰ ਵਿਚ ਦਾਇਰ ਕੀਤਾ ਜਾ ਸਕਦਾ ਹੈ। ਕਿਉਂਕਿ ਪੰਜਾਬ ਦੇ ਰਾਜਪਾਲ ਨੂੰ ਇਹ ਪ੍ਰਤੀਤ ਹੁੰਦਾ ਹੈ ਕਿ ਜਨਤਕ ਮੰਤਵ ਲਈ ਭੂਮੀ ਦੀ ਲੋੜ ਹੈ, ਇਸ ਲਈ ਭੂਮੀ ਪ੍ਰਾਪਤੀ ਕਾਨੂੰਨ ਦੀ ਧਾਰਾ ਅਧੀਨ ਸੂਚਿਤ ਕੀਤਾ ਜਾਂਦਾ ਹੈ ਕਿ ਹੇਠ ਲਿਖੀ ਭੂਮੀ ਦੀ ਪ੍ਰਾਪਤੀ ਕੀਤੀ ਜਾਣੀ ਹੈ। ਕੋਈ ਵੀ ਇਤਰਾਜ਼ ਨਿਸ਼ਚਿਤ ਸਮੇਂ ਅੰਦਰ ਦਫ਼ਤਰ ਵਿਚ ਦਾਇਰ ਕੀਤਾ ਜਾ ਸਕਦਾ ਹੈ। ਕਿਉਂਕਿ ਪੰਜਾਬ ਦੇ ਰਾਜਪਾਲ ਨੂੰ ਇਹ ਪ੍ਰਤੀਤ ਹੁੰਦਾ ਹੈ ਕਿ ਜਨਤਕ ਮੰਤਵ ਲਈ ਭੂਮੀ ਦੀ ਲੋੜ ਹੈ, ਇਸ ਲਈ ਭੂਮੀ ਪ੍ਰਾਪਤੀ ਕਾਨੂੰਨ ਦੀ ਧਾਰਾ ਅਧੀਨ ਸੂਚਿਤ ਕੀਤਾ ਜਾਂਦਾ ਹੈ ਕਿ ਹੇਠ ਲਿਖੀ ਭੂਮੀ ਦੀ ਪ੍ਰਾਪਤੀ ਕੀਤੀ ਜਾਣੀ ਹੈ। ਕੋਈ ਵੀ ਇਤਰਾਜ਼ ਨਿਸ਼ਚਿਤ ਸਮੇਂ ਅੰਦਰ ਦਫ਼ਤਰ ਵਿਚ ਦਾਇਰ ਕੀਤਾ ਜਾ ਸਕਦਾ ਹੈ। ਕਿਉਂਕਿ ਪੰਜਾਬ ਦੇ ਰਾਜਪਾਲ ਨੂੰ ਇਹ ਪ੍ਰਤੀਤ ਹੁੰਦਾ ਹੈ ਕਿ ਜਨਤਕ ਮੰਤਵ ਲਈ ਭੂਮੀ ਦੀ ਲੋੜ ਹੈ, ਇਸ ਲਈ ਭੂਮੀ ਪ੍ਰਾਪਤੀ ਕਾਨੂੰਨ ਦੀ ਧਾਰਾ ਅਧੀਨ ਸੂਚਿਤ ਕੀਤਾ ਜਾਂਦਾ ਹੈ ਕਿ ਹੇਠ ਲਿਖੀ ਭੂਮੀ ਦੀ ਪ੍ਰਾਪਤੀ ਕੀਤੀ ਜਾਣੀ ਹੈ। ਕੋਈ ਵੀ ਇਤਰਾਜ਼ ਨਿਸ਼ਚਿਤ ਸਮੇਂ ਅੰਦਰ ਦਫ਼ਤਰ ਵਿਚ ਦਾਇਰ ਕੀਤਾ ਜਾ ਸਕਦਾ ਹੈ। ਕਿਉਂਕਿ ਪੰਜਾਬ ਦੇ ਰਾਜਪਾਲ ਨੂੰ ਇਹ ਪ੍ਰਤੀਤ ਹੁੰਦਾ ਹੈ ਕਿ ਜਨਤਕ ਮੰਤਵ ਲਈ ਭੂਮੀ ਦੀ ਲੋੜ ਹੈ, ਇਸ ਲਈ ਭੂਮੀ ਪ੍ਰਾਪਤੀ ਕਾਨੂੰਨ ਦੀ ਧਾਰਾ ਅਧੀਨ ਸੂਚਿਤ ਕੀਤਾ ਜਾਂਦਾ ਹੈ ਕਿ ਹੇਠ ਲਿਖੀ ਭੂਮੀ ਦੀ ਪ੍ਰਾਪਤੀ ਕੀਤੀ ਜਾਣੀ ਹੈ। ਕੋਈ ਵੀ ਇਤਰਾਜ਼ ਨਿਸ਼ਚਿਤ ਸਮੇਂ ਅੰਦਰ ਦਫ਼ਤਰ ਵਿਚ ਦਾਇਰ ਕੀਤਾ ਜਾ ਸਕਦਾ ਹੈ। ਕਿਉਂਕਿ ਪੰਜਾਬ ਦੇ ਰਾਜਪਾਲ ਨੂੰ ਇਹ ਪ੍ਰਤੀਤ ਹੁੰਦਾ ਹੈ ਕਿ ਜਨਤਕ ਮੰਤਵ ਲਈ ਭੂਮੀ ਦੀ ਲੋੜ ਹੈ, ਇਸ ਲਈ ਭੂਮੀ ਪ੍ਰਾਪਤੀ ਕਾਨੂੰਨ ਦੀ ਧਾਰਾ ਅਧੀਨ ਸੂਚਿਤ ਕੀਤਾ ਜਾਂਦਾ ਹੈ ਕਿ ਹੇਠ ਲਿਖੀ ਭੂਮੀ ਦੀ ਪ੍ਰਾਪਤੀ ਕੀਤੀ ਜਾਣੀ ਹੈ। ਕੋਈ ਵੀ ਇਤਰਾਜ਼ ਨਿਸ਼ਚਿਤ ਸਮੇਂ ਅੰਦਰ ਦਫ਼ਤਰ ਵਿਚ ਦਾਇਰ ਕੀਤਾ ਜਾ ਸਕਦਾ ਹੈ। ਕਿਉਂਕਿ ਪੰਜਾਬ ਦੇ ਰਾਜਪਾਲ ਨੂੰ ਇਹ ਪ੍ਰਤੀਤ ਹੁੰਦਾ ਹੈ ਕਿ ਜਨਤਕ ਮੰਤਵ ਲਈ ਭੂਮੀ ਦੀ ਲੋੜ ਹੈ, ਇਸ ਲਈ ਭੂਮੀ ਪ੍ਰਾਪਤੀ ਕਾਨੂੰਨ ਦੀ ਧਾਰਾ ਅਧੀਨ ਸੂਚਿਤ ਕੀਤਾ ਜਾਂਦਾ ਹੈ ਕਿ ਹੇਠ ਲਿਖੀ ਭੂਮੀ ਦੀ ਪ੍ਰਾਪਤੀ ਕੀਤੀ ਜਾਣੀ ਹੈ। ਕੋਈ ਵੀ ਇਤਰਾਜ਼ ਨਿਸ਼ਚਿਤ ਸਮੇਂ ਅੰਦਰ ਦਫ਼ਤਰ ਵਿਚ ਦਾਇਰ ਕੀਤਾ ਜਾ ਸਕਦਾ ਹੈ। ਕਿਉਂਕਿ ਪੰਜਾਬ ਦੇ ਰਾਜਪਾਲ ਨੂੰ ਇਹ ਪ੍ਰਤੀਤ ਹੁੰਦਾ ਹੈ ਕਿ ਜਨਤਕ ਮੰਤਵ ਲਈ ਭੂਮੀ ਦੀ ਲੋੜ ਹੈ, ਇਸ ਲਈ ਭੂਮੀ ਪ੍ਰਾਪਤੀ ਕਾਨੂੰਨ ਦੀ ਧਾਰਾ ਅਧੀਨ ਸੂਚਿਤ ਕੀਤਾ ਜਾਂਦਾ ਹੈ ਕਿ ਹੇਠ ਲਿਖੀ ਭੂਮੀ ਦੀ ਪ੍ਰਾਪਤੀ ਕੀਤੀ ਜਾਣੀ ਹੈ। ਕੋਈ ਵੀ ਇਤਰਾਜ਼ ਨਿਸ਼ਚਿਤ ਸਮੇਂ ਅੰਦਰ ਦਫ਼ਤਰ ਵਿਚ ਦਾਇਰ ਕੀਤਾ ਜਾ ਸਕਦਾ ਹੈ।: [514, 562, 666, 811]
- notice-ref: ਨੰ. PH-1/2026/468-1803: [346, 554, 395, 559]
- lead-byline: ਫ਼ਾਜ਼ਿਲਕਾ, 5 ਫ਼ਰਵਰੀ (ਬਲਜੀਤ ਸਿੰਘ): [245, 168, 312, 173]
- table-row: [27, 951, 146, 959]
- notice-title: ਭੂਮੀ ਪ੍ਰਾਪਤੀ ਕੁਲੈਕਟਰ ਵਲੋਂ ਨੋਟੀਫ਼ਿਕੇਸ਼ਨ: [387, 545, 458, 550]
- akali-meeting-photo: [504, 82, 670, 174]
- masthead-title-right: ਅਜੀਤ: [390, 29, 444, 54]
- notice-table-header: ਪਿੰਡ ਦਾ ਨਾਮ: [563, 927, 609, 935]
- notice-column: [174, 506, 335, 1078]
- masthead-title-left: ਫਾਜ਼ਿਲਕਾ: [232, 30, 308, 54]
- notice-table-header: ਰਕਬਾ: [273, 927, 314, 935]
- notice-advt-number: PR-Advt. No-1226/12.025-3/3703: [178, 984, 271, 990]
- union-body-col2: ਸਫ਼ਾਈ ਸੇਵਕ ਯੂਨੀਅਨ ਫ਼ਾਜ਼ਿਲਕਾ ਦੇ ਵਫ਼ਦ ਨੇ ਆਪਣੀਆਂ ਮੰਗਾਂ ਸਬੰਧੀ ਅਧਿਕਾਰੀਆਂ ਨਾਲ ਮੁਲਾਕਾਤ ਕੀਤੀ ਅਤੇ ਮੰਗ ਪੱਤਰ ਸੌਂਪਿਆ। ਅਧਿਕਾਰੀਆਂ ਨੇ ਜਲਦੀ ਹੱਲ ਦਾ ਭਰੋਸਾ ਦਿੱਤਾ।: [66, 234, 118, 272]
- notice-advt-number: PR-Advt. No-1226/12.025-3/3703: [346, 984, 439, 990]
- masthead-left-photo: [8, 12, 66, 68]
- lead-body-col2: ਵਿਧਾਇਕ ਨੇ ਕਿਹਾ ਕਿ ਇਸ ਯੋਜਨਾ ਤਹਿਤ ਸ਼ਰਧਾਲੂਆਂ ਨੂੰ ਮੁਫ਼ਤ ਯਾਤਰਾ, ਰਿਹਾਇਸ਼ ਅਤੇ ਖਾਣੇ ਦੀ ਸਹੂਲਤ ਦਿੱਤੀ ਜਾ ਰਹੀ ਹੈ। ਇਸ ਮੌਕੇ ਪਿੰਡ ਵਾਸੀ ਅਤੇ ਅਧਿਕਾਰੀ ਹਾਜ਼ਰ ਸਨ।: [264, 234, 340, 259]
- print-color-bar: [6, 1080, 671, 1086]
- notice-date: ਮਿਤੀ 03.02.2026: [129, 554, 163, 559]
- akali-byline: ਫ਼ਾਜ਼ਿਲਕਾ, 5 ਫ਼ਰਵਰੀ (ਬਲਜੀਤ ਸਿੰਘ): [504, 222, 571, 227]
- table-cell: 1.9300: [441, 951, 482, 959]
- notice-header-3: (ਮਕਾਨ ਉਸਾਰੀ - 1 ਸ਼ਾਖਾ): [232, 538, 277, 543]
- notice-ref: ਨੰ. PH-1/2026/468-1803: [514, 554, 563, 559]
- lead-headline-line2: ਨਗਰ ਤੋਂ ਧਾਰਮਿਕ ਸਥਾਨਾਂ ਦੇ ਦਰਸ਼ਨਾਂ ਲਈ ਬੱਸ ਰਵਾਨਾ: [190, 107, 500, 125]
- table-cell: 7.2640: [609, 943, 650, 951]
- notice-table: [531, 926, 651, 959]
- drugs-headline-line2: ਵਿਅਕਤੀਆਂ ਖ਼ਿਲਾਫ਼ ਮਾਮਲਾ ਦਰਜ: [14, 359, 166, 373]
- table-cell: ਕੁਝਬਾਰਗਰਕਾਲਾ: [57, 935, 108, 943]
- table-cell: ਕੰਧਵਾਲਾ: [563, 951, 609, 959]
- notice-header-1: ਪੰਜਾਬ ਸਰਕਾਰ: [410, 526, 435, 531]
- table-cell: 3: [531, 951, 563, 959]
- lead-photo-banner: ਮੁੱਖ ਮੰਤਰੀ ਤੀਰਥ ਯਾਤਰਾ: [400, 172, 492, 184]
- notice-table-header: ਰਕਬਾ: [108, 927, 146, 935]
- union-byline: ਫ਼ਾਜ਼ਿਲਕਾ, 5 ਫ਼ਰਵਰੀ (ਪ੍ਰਦੀਪ: [6, 258, 61, 263]
- midday-photo-caption: ਮੀਟਿੰਗ ਦੌਰਾਨ ਯੂਨੀਅਨ ਦੀਆਂ ਆਗੂ ਔਰਤਾਂ। -ਅਜੀਤ ਤਸਵੀਰ: [424, 478, 511, 483]
- notice-ref: ਨੰ. PH-1/2026/468-1803: [10, 554, 59, 559]
- table-cell: 6.5014: [273, 951, 314, 959]
- notice-sign-date: ਮਿਤੀ 01.01.2026: [346, 973, 380, 978]
- notice-table-header: ਪਿੰਡ ਦਾ ਨਾਮ: [395, 927, 441, 935]
- table-cell: 10.0130: [609, 935, 650, 943]
- notice-emblem: [10, 510, 163, 526]
- notice-column: [510, 506, 671, 1078]
- table-cell: 2: [531, 943, 563, 951]
- union-body-col1: ਸਫ਼ਾਈ ਸੇਵਕ ਯੂਨੀਅਨ ਫ਼ਾਜ਼ਿਲਕਾ ਦੇ ਵਫ਼ਦ ਨੇ ਆਪਣੀਆਂ ਮੰਗਾਂ ਸਬੰਧੀ ਅਧਿਕਾਰੀਆਂ ਨਾਲ ਮੁਲਾਕਾਤ ਕੀਤੀ ਅਤੇ ਮੰਗ ਪੱਤਰ ਸੌਂਪਿਆ। ਅਧਿਕਾਰੀਆਂ ਨੇ ਜਲਦੀ ਹੱਲ ਦਾ ਭਰੋਸਾ ਦਿੱਤਾ।: [6, 266, 62, 304]
- table-cell: 1.3600: [609, 951, 650, 959]
- notice-header-2: ਮਕਾਨ ਉਸਾਰੀ ਤੇ ਸ਼ਹਿਰੀ ਵਿਕਾਸ ਵਿਭਾਗ: [220, 532, 289, 537]
- notice-advt-number: PR-Advt. No-1226/12.025-3/3104: [10, 984, 103, 990]
- akali-headline-line1: ਕਿਸਾਨੀ ਨਾਲ ਜੁੜੇ ਸਿੰਘ ਦੀ ਅਗਵਾਈ ਨੂੰ ਲੈ ਕੇ ਪ੍ਰਧਾਨ: [504, 193, 655, 202]
- akali-headline-line2: ਅਕਾਲੀ ਦਲ ਦੇ ਆਗੂਆਂ ਨੂੰ ਲਗਾਈਆਂ: [504, 205, 642, 216]
- table-row: [195, 951, 314, 959]
- notice-table: [195, 926, 315, 959]
- table-row: [531, 951, 650, 959]
- notice-header-3: (ਮਕਾਨ ਉਸਾਰੀ - 1 ਸ਼ਾਖਾ): [568, 538, 613, 543]
- notice-table: [27, 926, 147, 959]
- midday-headline: ਮਿਡ-ਡੇ-ਮੀਲ ਵਰਕਰ ਯੂਨੀਅਨ ਪੰਜਾਬ ਵਲੋਂ 12 ਨੂੰ ਹੜਤਾਲ 'ਚ ਸ਼ਾਮਿਲ ਹੋਣ ਦਾ ਐਲਾਨ: [344, 318, 610, 328]
- table-cell: 3.14: [108, 935, 146, 943]
- notice-date: ਮਿਤੀ 03.02.2026: [633, 554, 667, 559]
- table-cell: ਕੀਕਰਖੇੜਾ: [563, 935, 609, 943]
- lead-headline-line1: ਮੁੱਖ ਮੰਤਰੀ ਤੀਰਥ ਯਾਤਰਾ ਯੋਜਨਾ ਤਹਿਤ ਪਿੰਡ ਮਹਾਤਮ: [192, 84, 498, 102]
- lead-subhead: ਵਿਧਾਇਕ ਸਵਨਾ ਨੇ ਹਲਕਾ ਫਾਜ਼ਿਲਕਾ ਤੋਂ 17ਵੀਂ ਬੱਸ ਕੀਤੀ ਰਵਾਨਾ: [180, 145, 498, 163]
- table-cell: ਖਾਨਪੁਰ: [227, 935, 273, 943]
- notice-table-header: ਪਿੰਡ ਦਾ ਨਾਮ: [227, 927, 273, 935]
- lead-body-intro: ਪੰਜਾਬ ਸਰਕਾਰ ਵਲੋਂ ਸ਼ੁਰੂ ਕੀਤੀ ਮੁੱਖ ਮੰਤਰੀ ਤੀਰਥ ਯਾਤਰਾ ਯੋਜਨਾ ਤਹਿਤ ਪਿੰਡ ਮਹਾਤਮ ਨਗਰ ਤੋਂ ਸ਼ਰਧਾਲੂਆਂ ਦੀ ਬੱਸ ਧਾਰਮਿਕ ਸਥਾਨਾਂ ਦੇ ਦਰਸ਼ਨਾਂ ਲਈ ਰਵਾਨਾ ਕੀਤੀ ਗਈ।: [245, 176, 325, 201]
- notice-sign-name: ਭੂਮੀ ਪ੍ਰਾਪਤੀ ਕੁਲੈਕਟਰ: [126, 966, 163, 971]
- notice-sign-place: ਚੰਡੀਗੜ੍ਹ: [178, 966, 194, 971]
- notice-date: ਮਿਤੀ 03.02.2026: [465, 554, 499, 559]
- table-cell: ਸ਼ੇਰਗੜ੍ਹ: [395, 943, 441, 951]
- union-headline-line2: ਵਲੋਂ ਅਧਿਕਾਰੀਆਂ ਨਾਲ ਮੁਲਾਕਾਤ: [6, 215, 150, 229]
- notice-title: ਭੂਮੀ ਪ੍ਰਾਪਤੀ ਕੁਲੈਕਟਰ ਵਲੋਂ ਨੋਟੀਫ਼ਿਕੇਸ਼ਨ: [51, 545, 122, 550]
- table-cell: 2: [27, 943, 57, 951]
- notice-header-3: (ਮਕਾਨ ਉਸਾਰੀ - 1 ਸ਼ਾਖਾ): [400, 538, 445, 543]
- notice-sign-name: ਭੂਮੀ ਪ੍ਰਾਪਤੀ ਕੁਲੈਕਟਰ: [462, 966, 499, 971]
- notice-header-3: (ਮਕਾਨ ਉਸਾਰੀ - 1 ਸ਼ਾਖਾ): [64, 538, 109, 543]
- notice-column: [6, 506, 167, 1078]
- table-row: [363, 951, 482, 959]
- lead-body-col4: ਵਿਧਾਇਕ ਨੇ ਕਿਹਾ ਕਿ ਇਸ ਯੋਜਨਾ ਤਹਿਤ ਸ਼ਰਧਾਲੂਆਂ ਨੂੰ ਮੁਫ਼ਤ ਯਾਤਰਾ, ਰਿਹਾਇਸ਼ ਅਤੇ ਖਾਣੇ ਦੀ ਸਹੂਲਤ ਦਿੱਤੀ ਜਾ ਰਹੀ ਹੈ। ਇਸ ਮੌਕੇ ਪਿੰਡ ਵਾਸੀ ਅਤੇ ਅਧਿਕਾਰੀ ਹਾਜ਼ਰ ਸਨ।: [428, 234, 500, 265]
- table-cell: ਲੌਹਾਰ: [57, 951, 108, 959]
- notice-header-2: ਮਕਾਨ ਉਸਾਰੀ ਤੇ ਸ਼ਹਿਰੀ ਵਿਕਾਸ ਵਿਭਾਗ: [556, 532, 625, 537]
- union-bullet-text: ਮੁਲਾਜ਼ਮਾਂ ਦੀਆਂ ਮੰਗਾਂ 'ਤੇ ਹੋਈ ਲੰਬੀ ਚਰਚਾ: [6, 234, 57, 247]
- notice-column: [342, 506, 503, 1078]
- notice-sign-place: ਚੰਡੀਗੜ੍ਹ: [346, 966, 362, 971]
- midday-photo: [424, 334, 546, 474]
- notice-table-header: ਲੜੀ ਨੰ.: [363, 927, 395, 935]
- notice-body: ਕਿਉਂਕਿ ਪੰਜਾਬ ਦੇ ਰਾਜਪਾਲ ਨੂੰ ਇਹ ਪ੍ਰਤੀਤ ਹੁੰਦਾ ਹੈ ਕਿ ਜਨਤਕ ਮੰਤਵ ਲਈ ਭੂਮੀ ਦੀ ਲੋੜ ਹੈ, ਇਸ ਲਈ ਭੂਮੀ ਪ੍ਰਾਪਤੀ ਕਾਨੂੰਨ ਦੀ ਧਾਰਾ ਅਧੀਨ ਸੂਚਿਤ ਕੀਤਾ ਜਾਂਦਾ ਹੈ ਕਿ ਹੇਠ ਲਿਖੀ ਭੂਮੀ ਦੀ ਪ੍ਰਾਪਤੀ ਕੀਤੀ ਜਾਣੀ ਹੈ। ਕੋਈ ਵੀ ਇਤਰਾਜ਼ ਨਿਸ਼ਚਿਤ ਸਮੇਂ ਅੰਦਰ ਦਫ਼ਤਰ ਵਿਚ ਦਾਇਰ ਕੀਤਾ ਜਾ ਸਕਦਾ ਹੈ। ਕਿਉਂਕਿ ਪੰਜਾਬ ਦੇ ਰਾਜਪਾਲ ਨੂੰ ਇਹ ਪ੍ਰਤੀਤ ਹੁੰਦਾ ਹੈ ਕਿ ਜਨਤਕ ਮੰਤਵ ਲਈ ਭੂਮੀ ਦੀ ਲੋੜ ਹੈ, ਇਸ ਲਈ ਭੂਮੀ ਪ੍ਰਾਪਤੀ ਕਾਨੂੰਨ ਦੀ ਧਾਰਾ ਅਧੀਨ ਸੂਚਿਤ ਕੀਤਾ ਜਾਂਦਾ ਹੈ ਕਿ ਹੇਠ ਲਿਖੀ ਭੂਮੀ ਦੀ ਪ੍ਰਾਪਤੀ ਕੀਤੀ ਜਾਣੀ ਹੈ। ਕੋਈ ਵੀ ਇਤਰਾਜ਼ ਨਿਸ਼ਚਿਤ ਸਮੇਂ ਅੰਦਰ ਦਫ਼ਤਰ ਵਿਚ ਦਾਇਰ ਕੀਤਾ ਜਾ ਸਕਦਾ ਹੈ। ਕਿਉਂਕਿ ਪੰਜਾਬ ਦੇ ਰਾਜਪਾਲ ਨੂੰ ਇਹ ਪ੍ਰਤੀਤ ਹੁੰਦਾ ਹੈ ਕਿ ਜਨਤਕ ਮੰਤਵ ਲਈ ਭੂਮੀ ਦੀ ਲੋੜ ਹੈ, ਇਸ ਲਈ ਭੂਮੀ ਪ੍ਰਾਪਤੀ ਕਾਨੂੰਨ ਦੀ ਧਾਰਾ ਅਧੀਨ ਸੂਚਿਤ ਕੀਤਾ ਜਾਂਦਾ ਹੈ ਕਿ ਹੇਠ ਲਿਖੀ ਭੂਮੀ ਦੀ ਪ੍ਰਾਪਤੀ ਕੀਤੀ ਜਾਣੀ ਹੈ। ਕੋਈ ਵੀ ਇਤਰਾਜ਼ ਨਿਸ਼ਚਿਤ ਸਮੇਂ ਅੰਦਰ ਦਫ਼ਤਰ ਵਿਚ ਦਾਇਰ ਕੀਤਾ ਜਾ ਸਕਦਾ ਹੈ। ਕਿਉਂਕਿ ਪੰਜਾਬ ਦੇ ਰਾਜਪਾਲ ਨੂੰ ਇਹ ਪ੍ਰਤੀਤ ਹੁੰਦਾ ਹੈ ਕਿ ਜਨਤਕ ਮੰਤਵ ਲਈ ਭੂਮੀ ਦੀ ਲੋੜ ਹੈ, ਇਸ ਲਈ ਭੂਮੀ ਪ੍ਰਾਪਤੀ ਕਾਨੂੰਨ ਦੀ ਧਾਰਾ ਅਧੀਨ ਸੂਚਿਤ ਕੀਤਾ ਜਾਂਦਾ ਹੈ ਕਿ ਹੇਠ ਲਿਖੀ ਭੂਮੀ ਦੀ ਪ੍ਰਾਪਤੀ ਕੀਤੀ ਜਾਣੀ ਹੈ। ਕੋਈ ਵੀ ਇਤਰਾਜ਼ ਨਿਸ਼ਚਿਤ ਸਮੇਂ ਅੰਦਰ ਦਫ਼ਤਰ ਵਿਚ ਦਾਇਰ ਕੀਤਾ ਜਾ ਸਕਦਾ ਹੈ। ਕਿਉਂਕਿ ਪੰਜਾਬ ਦੇ ਰਾਜਪਾਲ ਨੂੰ ਇਹ ਪ੍ਰਤੀਤ ਹੁੰਦਾ ਹੈ ਕਿ ਜਨਤਕ ਮੰਤਵ ਲਈ ਭੂਮੀ ਦੀ ਲੋੜ ਹੈ, ਇਸ ਲਈ ਭੂਮੀ ਪ੍ਰਾਪਤੀ ਕਾਨੂੰਨ ਦੀ ਧਾਰਾ ਅਧੀਨ ਸੂਚਿਤ ਕੀਤਾ ਜਾਂਦਾ ਹੈ ਕਿ ਹੇਠ ਲਿਖੀ ਭੂਮੀ ਦੀ ਪ੍ਰਾਪਤੀ ਕੀਤੀ ਜਾਣੀ ਹੈ। ਕੋਈ ਵੀ ਇਤਰਾਜ਼ ਨਿਸ਼ਚਿਤ ਸਮੇਂ ਅੰਦਰ ਦਫ਼ਤਰ ਵਿਚ ਦਾਇਰ ਕੀਤਾ ਜਾ ਸਕਦਾ ਹੈ। ਕਿਉਂਕਿ ਪੰਜਾਬ ਦੇ ਰਾਜਪਾਲ ਨੂੰ ਇਹ ਪ੍ਰਤੀਤ ਹੁੰਦਾ ਹੈ ਕਿ ਜਨਤਕ ਮੰਤਵ ਲਈ ਭੂਮੀ ਦੀ ਲੋੜ ਹੈ, ਇਸ ਲਈ ਭੂਮੀ ਪ੍ਰਾਪਤੀ ਕਾਨੂੰਨ ਦੀ ਧਾਰਾ ਅਧੀਨ ਸੂਚਿਤ ਕੀਤਾ ਜਾਂਦਾ ਹੈ ਕਿ ਹੇਠ ਲਿਖੀ ਭੂਮੀ ਦੀ ਪ੍ਰਾਪਤੀ ਕੀਤੀ ਜਾਣੀ ਹੈ। ਕੋਈ ਵੀ ਇਤਰਾਜ਼ ਨਿਸ਼ਚਿਤ ਸਮੇਂ ਅੰਦਰ ਦਫ਼ਤਰ ਵਿਚ ਦਾਇਰ ਕੀਤਾ ਜਾ ਸਕਦਾ ਹੈ। ਕਿਉਂਕਿ ਪੰਜਾਬ ਦੇ ਰਾਜਪਾਲ ਨੂੰ ਇਹ ਪ੍ਰਤੀਤ ਹੁੰਦਾ ਹੈ ਕਿ ਜਨਤਕ ਮੰਤਵ ਲਈ ਭੂਮੀ ਦੀ ਲੋੜ ਹੈ, ਇਸ ਲਈ ਭੂਮੀ ਪ੍ਰਾਪਤੀ ਕਾਨੂੰਨ ਦੀ ਧਾਰਾ ਅਧੀਨ ਸੂਚਿਤ ਕੀਤਾ ਜਾਂਦਾ ਹੈ ਕਿ ਹੇਠ ਲਿਖੀ ਭੂਮੀ ਦੀ ਪ੍ਰਾਪਤੀ ਕੀਤੀ ਜਾਣੀ ਹੈ। ਕੋਈ ਵੀ ਇਤਰਾਜ਼ ਨਿਸ਼ਚਿਤ ਸਮੇਂ ਅੰਦਰ ਦਫ਼ਤਰ ਵਿਚ ਦਾਇਰ ਕੀਤਾ ਜਾ ਸਕਦਾ ਹੈ। ਕਿਉਂਕਿ ਪੰਜਾਬ ਦੇ ਰਾਜਪਾਲ ਨੂੰ ਇਹ ਪ੍ਰਤੀਤ ਹੁੰਦਾ ਹੈ ਕਿ ਜਨਤਕ ਮੰਤਵ ਲਈ ਭੂਮੀ ਦੀ ਲੋੜ ਹੈ, ਇਸ ਲਈ ਭੂਮੀ ਪ੍ਰਾਪਤੀ ਕਾਨੂੰਨ ਦੀ ਧਾਰਾ ਅਧੀਨ ਸੂਚਿਤ ਕੀਤਾ ਜਾਂਦਾ ਹੈ ਕਿ ਹੇਠ ਲਿਖੀ ਭੂਮੀ ਦੀ ਪ੍ਰਾਪਤੀ ਕੀਤੀ ਜਾਣੀ ਹੈ। ਕੋਈ ਵੀ ਇਤਰਾਜ਼ ਨਿਸ਼ਚਿਤ ਸਮੇਂ ਅੰਦਰ ਦਫ਼ਤਰ ਵਿਚ ਦਾਇਰ ਕੀਤਾ ਜਾ ਸਕਦਾ ਹੈ। ਕਿਉਂਕਿ ਪੰਜਾਬ ਦੇ ਰਾਜਪਾਲ ਨੂੰ ਇਹ ਪ੍ਰਤੀਤ ਹੁੰਦਾ ਹੈ ਕਿ ਜਨਤਕ ਮੰਤਵ ਲਈ ਭੂਮੀ ਦੀ ਲੋੜ ਹੈ, ਇਸ ਲਈ ਭੂਮੀ ਪ੍ਰਾਪਤੀ ਕਾਨੂੰਨ ਦੀ ਧਾਰਾ ਅਧੀਨ ਸੂਚਿਤ ਕੀਤਾ ਜਾਂਦਾ ਹੈ ਕਿ ਹੇਠ ਲਿਖੀ ਭੂਮੀ ਦੀ ਪ੍ਰਾਪਤੀ ਕੀਤੀ ਜਾਣੀ ਹੈ। ਕੋਈ ਵੀ ਇਤਰਾਜ਼ ਨਿਸ਼ਚਿਤ ਸਮੇਂ ਅੰਦਰ ਦਫ਼ਤਰ ਵਿਚ ਦਾਇਰ ਕੀਤਾ ਜਾ ਸਕਦਾ ਹੈ। ਕਿਉਂਕਿ ਪੰਜਾਬ ਦੇ ਰਾਜਪਾਲ ਨੂੰ ਇਹ ਪ੍ਰਤੀਤ ਹੁੰਦਾ ਹੈ ਕਿ ਜਨਤਕ ਮੰਤਵ ਲਈ ਭੂਮੀ ਦੀ ਲੋੜ ਹੈ, ਇਸ ਲਈ ਭੂਮੀ ਪ੍ਰਾਪਤੀ ਕਾਨੂੰਨ ਦੀ ਧਾਰਾ ਅਧੀਨ ਸੂਚਿਤ ਕੀਤਾ ਜਾਂਦਾ ਹੈ ਕਿ ਹੇਠ ਲਿਖੀ ਭੂਮੀ ਦੀ ਪ੍ਰਾਪਤੀ ਕੀਤੀ ਜਾਣੀ ਹੈ। ਕੋਈ ਵੀ ਇਤਰਾਜ਼ ਨਿਸ਼ਚਿਤ ਸਮੇਂ ਅੰਦਰ ਦਫ਼ਤਰ ਵਿਚ ਦਾਇਰ ਕੀਤਾ ਜਾ ਸਕਦਾ ਹੈ। ਕਿਉਂਕਿ ਪੰਜਾਬ ਦੇ ਰਾਜਪਾਲ ਨੂੰ ਇਹ ਪ੍ਰਤੀਤ ਹੁੰਦਾ ਹੈ ਕਿ ਜਨਤਕ ਮੰਤਵ ਲਈ ਭੂਮੀ ਦੀ ਲੋੜ ਹੈ, ਇਸ ਲਈ ਭੂਮੀ ਪ੍ਰਾਪਤੀ ਕਾਨੂੰਨ ਦੀ ਧਾਰਾ ਅਧੀਨ ਸੂਚਿਤ ਕੀਤਾ ਜਾਂਦਾ ਹੈ ਕਿ ਹੇਠ ਲਿਖੀ ਭੂਮੀ ਦੀ ਪ੍ਰਾਪਤੀ ਕੀਤੀ ਜਾਣੀ ਹੈ। ਕੋਈ ਵੀ ਇਤਰਾਜ਼ ਨਿਸ਼ਚਿਤ ਸਮੇਂ ਅੰਦਰ ਦਫ਼ਤਰ ਵਿਚ ਦਾਇਰ ਕੀਤਾ ਜਾ ਸਕਦਾ ਹੈ। ਕਿਉਂਕਿ ਪੰਜਾਬ ਦੇ ਰਾਜਪਾਲ ਨੂੰ ਇਹ ਪ੍ਰਤੀਤ ਹੁੰਦਾ ਹੈ ਕਿ ਜਨਤਕ ਮੰਤਵ ਲਈ ਭੂਮੀ ਦੀ ਲੋੜ ਹੈ, ਇਸ ਲਈ ਭੂਮੀ ਪ੍ਰਾਪਤੀ ਕਾਨੂੰਨ ਦੀ ਧਾਰਾ ਅਧੀਨ ਸੂਚਿਤ ਕੀਤਾ ਜਾਂਦਾ ਹੈ ਕਿ ਹੇਠ ਲਿਖੀ ਭੂਮੀ ਦੀ ਪ੍ਰਾਪਤੀ ਕੀਤੀ ਜਾਣੀ ਹੈ। ਕੋਈ ਵੀ ਇਤਰਾਜ਼ ਨਿਸ਼ਚਿਤ ਸਮੇਂ ਅੰਦਰ ਦਫ਼ਤਰ ਵਿਚ ਦਾਇਰ ਕੀਤਾ ਜਾ ਸਕਦਾ ਹੈ।: [178, 562, 330, 811]
- akali-body-col1: ਸ਼੍ਰੋਮਣੀ ਅਕਾਲੀ ਦਲ ਦੇ ਪ੍ਰਧਾਨ ਨੇ ਪਾਰਟੀ ਆਗੂਆਂ ਨਾਲ ਮੀਟਿੰਗ ਕਰਕੇ ਵੱਖ-ਵੱਖ ਹਲਕਿਆਂ ਵਿਚ ਡਿਊਟੀਆਂ ਲਗਾਈਆਂ ਅਤੇ ਵਰਕਰਾਂ ਨੂੰ ਲਾਮਬੰਦ ਹੋਣ ਦਾ ਸੱਦਾ ਦਿੱਤਾ।: [504, 230, 582, 255]
- table-cell: 2: [363, 943, 395, 951]
- notice-title: ਭੂਮੀ ਪ੍ਰਾਪਤੀ ਕੁਲੈਕਟਰ ਵਲੋਂ ਨੋਟੀਫ਼ਿਕੇਸ਼ਨ: [219, 545, 290, 550]
- notice-date: ਮਿਤੀ 03.02.2026: [297, 554, 331, 559]
- notice-header-2: ਮਕਾਨ ਉਸਾਰੀ ਤੇ ਸ਼ਹਿਰੀ ਵਿਕਾਸ ਵਿਭਾਗ: [388, 532, 457, 537]
- lead-body-col3: ਉਨ੍ਹਾਂ ਕਿਹਾ ਕਿ ਹਲਕੇ ਦੇ ਹਰ ਪਿੰਡ ਤੋਂ ਸ਼ਰਧਾਲੂਆਂ ਨੂੰ ਇਸ ਯੋਜਨਾ ਦਾ ਲਾਭ ਦਿੱਤਾ ਜਾਵੇਗਾ ਅਤੇ ਬੱਸਾਂ ਲਗਾਤਾਰ ਰਵਾਨਾ ਕੀਤੀਆਂ ਜਾਣਗੀਆਂ।: [348, 234, 424, 259]
- akali-photo-caption: ਸੁਖਬੀਰ ਸਿੰਘ ਬਾਦਲ ਦਾ ਸਨਮਾਨ ਕਰਦੇ ਹੋਏ ਆਗੂ। -ਅਜੀਤ ਤਸਵੀਰ: [504, 176, 619, 181]
